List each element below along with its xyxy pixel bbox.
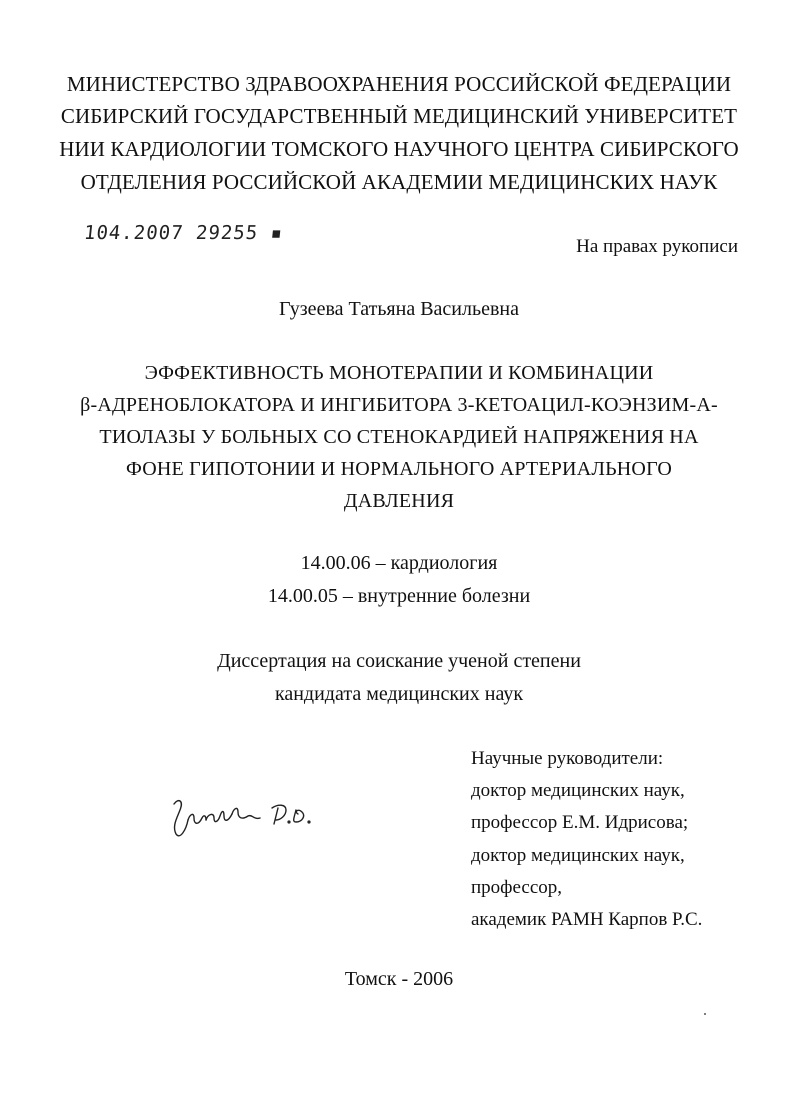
stamp-dot-icon: ▪ (257, 222, 285, 244)
header-line-ministry: МИНИСТЕРСТВО ЗДРАВООХРАНЕНИЯ РОССИЙСКОЙ ФЕДЕРАЦИИ (66, 72, 732, 96)
signature-icon (168, 790, 328, 850)
supervisor-1-name: профессор Е.М. Идрисова; (471, 812, 689, 833)
title-line-2: β-АДРЕНОБЛОКАТОРА И ИНГИБИТОРА 3-КЕТОАЦИЛ-КОЭНЗИМ-А- (80, 394, 718, 416)
author-signature (168, 790, 328, 855)
specialty-internal-diseases: 14.00.05 – внутренние болезни (267, 585, 531, 607)
degree-line-2: кандидата медицинских наук (274, 683, 524, 705)
supervisors-heading: Научные руководители: (471, 748, 664, 769)
stamp-prefix: 1 (82, 222, 98, 244)
supervisor-2-degree: доктор медицинских наук, (471, 845, 685, 866)
header-line-institute: НИИ КАРДИОЛОГИИ ТОМСКОГО НАУЧНОГО ЦЕНТРА СИБИРСКОГО (59, 137, 739, 161)
header-line-university: СИБИРСКИЙ ГОСУДАРСТВЕННЫЙ МЕДИЦИНСКИЙ УНИВЕРСИТЕТ (60, 104, 738, 128)
city-year: Томск - 2006 (344, 968, 454, 990)
title-line-4: ФОНЕ ГИПОТОНИИ И НОРМАЛЬНОГО АРТЕРИАЛЬНОГО (126, 458, 672, 480)
manuscript-note: На правах рукописи (576, 236, 738, 257)
title-line-1: ЭФФЕКТИВНОСТЬ МОНОТЕРАПИИ И КОМБИНАЦИИ (144, 362, 654, 384)
degree-line-1: Диссертация на соискание ученой степени (217, 650, 581, 672)
supervisor-2-name: академик РАМН Карпов Р.С. (471, 909, 703, 930)
registration-stamp (83, 222, 284, 244)
scan-speck (704, 1013, 706, 1015)
author-name: Гузеева Татьяна Васильевна (278, 298, 520, 320)
specialty-cardiology: 14.00.06 – кардиология (300, 552, 498, 574)
header-line-academy: ОТДЕЛЕНИЯ РОССИЙСКОЙ АКАДЕМИИ МЕДИЦИНСКИХ НАУК (80, 170, 718, 194)
title-line-3: ТИОЛАЗЫ У БОЛЬНЫХ СО СТЕНОКАРДИЕЙ НАПРЯЖЕНИЯ НА (99, 426, 699, 448)
supervisor-2-title: профессор, (471, 877, 563, 898)
stamp-number: 04.2007 29255 (95, 222, 260, 244)
title-line-5: ДАВЛЕНИЯ (343, 490, 455, 512)
supervisor-1-degree: доктор медицинских наук, (471, 780, 685, 801)
